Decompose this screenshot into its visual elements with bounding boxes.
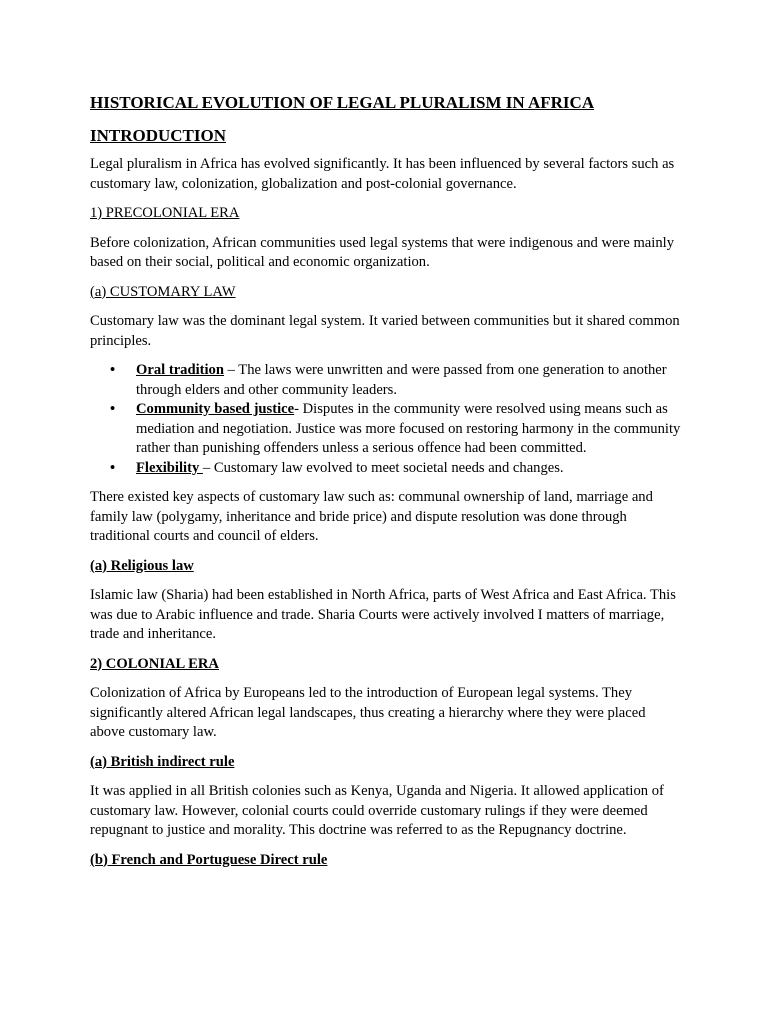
precolonial-era-heading: 1) PRECOLONIAL ERA bbox=[90, 205, 240, 221]
description-flexibility: – Customary law evolved to meet societal needs and changes. bbox=[202, 459, 564, 476]
list-item-flexibility bbox=[90, 459, 682, 479]
document-title: HISTORICAL EVOLUTION OF LEGAL PLURALISM IN AFRICA bbox=[90, 93, 595, 112]
colonial-era-heading: 2) COLONIAL ERA bbox=[90, 655, 219, 672]
introduction-paragraph: Legal pluralism in Africa has evolved significantly. It has been influenced by several factors such as customary law, colonization, globalization and post-colonial governance. bbox=[90, 156, 675, 192]
religious-law-paragraph: Islamic law (Sharia) had been established in North Africa, parts of West Africa and East Africa. This was due to Arabic influence and trade. Sharia Courts were actively involved I matters of marriage, trade and inheritance. bbox=[90, 587, 676, 642]
bullet-icon: • bbox=[110, 362, 116, 378]
document-page bbox=[90, 92, 682, 880]
term-community-based-justice: Community based justice bbox=[136, 401, 295, 417]
religious-law-heading: (a) Religious law bbox=[90, 557, 194, 574]
term-oral-tradition: Oral tradition bbox=[136, 362, 224, 378]
french-portuguese-direct-rule-heading: (b) French and Portuguese Direct rule bbox=[90, 851, 328, 868]
list-item-community-based-justice bbox=[90, 400, 682, 459]
bullet-icon: • bbox=[110, 459, 116, 476]
colonial-era-paragraph: Colonization of Africa by Europeans led to the introduction of European legal systems. They significantly altered African legal landscapes, thus creating a hierarchy where they were placed above customary law. bbox=[90, 685, 646, 740]
customary-law-paragraph: Customary law was the dominant legal system. It varied between communities but it shared common principles. bbox=[90, 313, 680, 349]
customary-law-heading: (a) CUSTOMARY LAW bbox=[90, 283, 236, 300]
term-flexibility: Flexibility bbox=[136, 459, 203, 476]
list-item-oral-tradition bbox=[90, 361, 682, 400]
customary-law-principles-list bbox=[90, 361, 682, 478]
bullet-icon: • bbox=[110, 401, 116, 417]
british-indirect-rule-heading: (a) British indirect rule bbox=[90, 753, 235, 770]
introduction-heading: INTRODUCTION bbox=[90, 126, 227, 145]
description-oral-tradition: – The laws were unwritten and were passed from one generation to another through elders and other community leaders. bbox=[136, 362, 667, 398]
precolonial-era-paragraph: Before colonization, African communities used legal systems that were indigenous and were mainly based on their social, political and economic organization. bbox=[90, 234, 674, 270]
british-indirect-rule-paragraph: It was applied in all British colonies such as Kenya, Uganda and Nigeria. It allowed application of customary law. However, colonial courts could override customary rulings if they were deemed repugnant to justice and morality. This doctrine was referred to as the Repugnancy doctrine. bbox=[90, 783, 664, 838]
customary-law-aspects-paragraph: There existed key aspects of customary law such as: communal ownership of land, marriage and family law (polygamy, inheritance and bride price) and dispute resolution was done through traditional courts and council of elders. bbox=[90, 489, 653, 544]
description-community-based-justice: - Disputes in the community were resolved using means such as mediation and negotiation. Justice was more focused on restoring harmony in the community rather than punishing offenders unless a serious offence had been committed. bbox=[136, 401, 681, 456]
